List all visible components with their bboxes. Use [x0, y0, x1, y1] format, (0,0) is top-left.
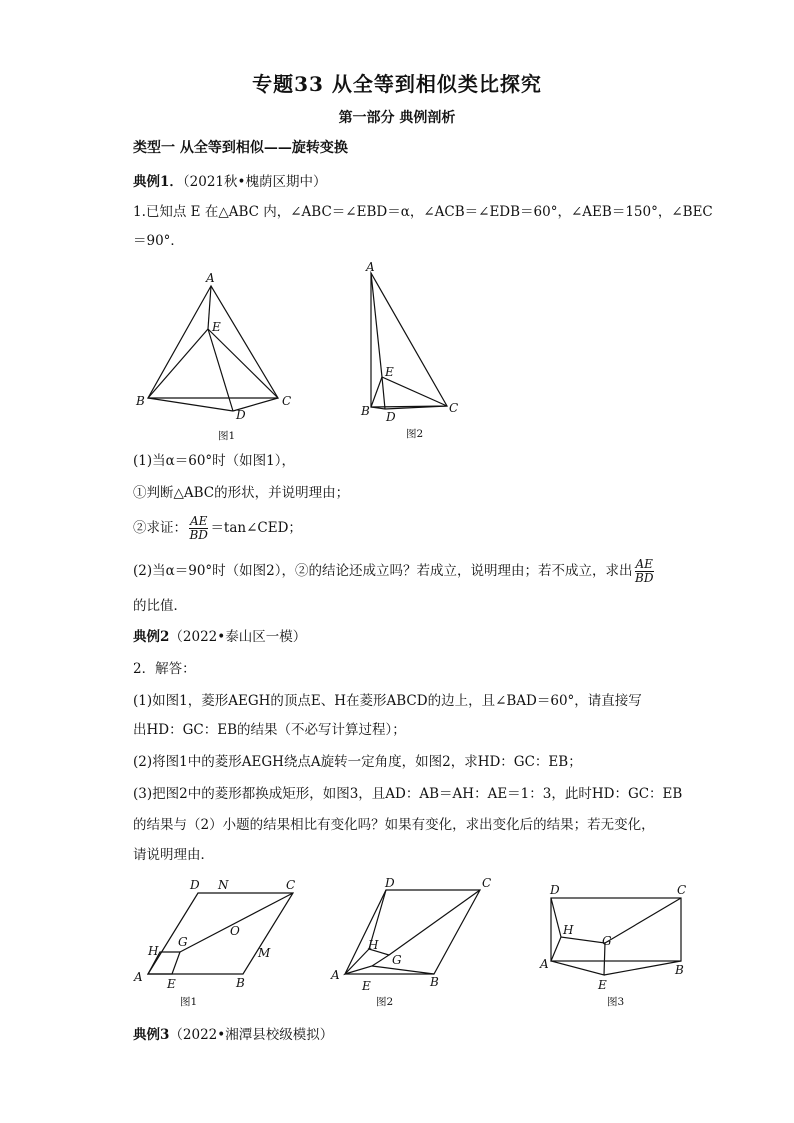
example3-header	[133, 1025, 333, 1045]
example1-stem-line1: 1.已知点 E 在△ABC 内，∠ABC＝∠EBD＝α，∠ACB＝∠EDB＝60°，∠AEB＝150°，∠BEC	[133, 204, 713, 220]
fig2-caption: 图2	[406, 428, 424, 440]
example2-p1-line1: (1)如图1，菱形AEGH的顶点E、H在菱形ABCD的边上，且∠BAD＝60°，请直接写	[133, 693, 642, 709]
ex2-fig2-label-G: G	[392, 953, 402, 967]
fraction-numerator-2: AE	[635, 557, 653, 571]
ex2-fig2-label-H: H	[368, 938, 379, 952]
q1-2-suffix: ＝tan∠CED；	[210, 520, 302, 536]
example1-label: 典例1．	[133, 174, 183, 190]
page-title: 专题33 从全等到相似类比探究	[252, 72, 542, 96]
fig2-label-C: C	[449, 401, 459, 415]
ex2-fig1-label-C: C	[286, 878, 296, 892]
fig1-label-A: A	[206, 271, 215, 285]
example3-label: 典例3	[133, 1027, 170, 1043]
example2-p3-line1: (3)把图2中的菱形都换成矩形，如图3，且AD：AB＝AH：AE＝1：3，此时HD：GC：EB	[133, 786, 683, 802]
example2-header	[133, 627, 306, 647]
type-heading: 类型一 从全等到相似——旋转变换	[133, 140, 348, 156]
example1-source: （2021秋•槐荫区期中）	[182, 174, 327, 190]
ex2-fig1-label-N: N	[218, 878, 229, 892]
ex2-fig2-label-B: B	[430, 975, 439, 989]
example2-intro: 2．解答：	[133, 661, 196, 677]
fig2-label-E: E	[385, 365, 394, 379]
ex2-fig1-label-D: D	[190, 878, 200, 892]
ex2-fig3-label-H: H	[563, 923, 574, 937]
ex2-fig1-label-A: A	[134, 970, 143, 984]
ex2-fig3-label-C: C	[677, 883, 687, 897]
example1-q1: (1)当α＝60°时（如图1），	[133, 453, 296, 469]
example1-header	[133, 172, 326, 192]
fraction-denominator: BD	[189, 528, 208, 542]
example2-p3-line3: 请说明理由．	[133, 847, 214, 863]
fraction-denominator-2: BD	[635, 571, 654, 585]
ex2-fig3-label-B: B	[675, 963, 684, 977]
ex2-fig2-label-A: A	[331, 968, 340, 982]
example2-p3-line2: 的结果与（2）小题的结果相比有变化吗？如果有变化，求出变化后的结果；若无变化，	[133, 817, 655, 833]
ex2-fig3-label-D: D	[550, 883, 560, 897]
fraction-ae-bd	[189, 515, 208, 542]
example2-p2: (2)将图1中的菱形AEGH绕点A旋转一定角度，如图2，求HD：GC：EB；	[133, 754, 582, 770]
ex2-fig1-label-E: E	[167, 977, 176, 991]
fig1-label-B: B	[136, 394, 145, 408]
fig2-label-D: D	[386, 410, 396, 424]
fig2-label-B: B	[361, 404, 370, 418]
example1-q2-line2: 的比值．	[133, 598, 187, 614]
q2-prefix: (2)当α＝90°时（如图2），②的结论还成立吗？若成立，说明理由；若不成立，求出	[133, 563, 633, 579]
ex2-fig1-label-H: H	[148, 944, 159, 958]
fig1-label-C: C	[282, 394, 292, 408]
example1-q1-part1: ①判断△ABC的形状，并说明理由；	[133, 485, 350, 501]
q1-2-prefix: ②求证：	[133, 520, 187, 536]
ex2-fig1-label-B: B	[236, 976, 245, 990]
fig1-label-E: E	[212, 320, 221, 334]
example2-label: 典例2	[133, 629, 170, 645]
ex2-fig1-label-M: M	[258, 946, 271, 960]
fraction-ae-bd-2	[635, 558, 654, 585]
ex2-fig3-label-A: A	[540, 957, 549, 971]
example1-q1-part2	[133, 513, 302, 543]
fig1-label-D: D	[236, 408, 246, 422]
fig1-caption: 图1	[218, 430, 236, 442]
ex2-fig1-caption: 图1	[180, 996, 198, 1008]
ex2-fig1-label-G: G	[178, 935, 188, 949]
ex2-fig2-label-D: D	[385, 876, 395, 890]
ex2-fig3-label-G: G	[602, 934, 612, 948]
ex2-fig2-label-C: C	[482, 876, 492, 890]
example1-q2	[133, 556, 656, 586]
ex2-fig2-caption: 图2	[376, 996, 394, 1008]
section-subtitle: 第一部分 典例剖析	[338, 110, 456, 126]
example2-p1-line2: 出HD：GC：EB的结果（不必写计算过程）；	[133, 722, 406, 738]
ex2-fig2-label-E: E	[362, 979, 371, 993]
example1-stem-line2: ＝90°．	[133, 233, 184, 249]
example3-source: （2022•湘潭县校级模拟）	[169, 1027, 334, 1043]
ex2-fig1-label-O: O	[230, 924, 240, 938]
ex2-fig3-caption: 图3	[607, 996, 625, 1008]
example2-source: （2022•泰山区一模）	[169, 629, 307, 645]
fraction-numerator: AE	[190, 514, 208, 528]
ex2-fig3-label-E: E	[598, 978, 607, 992]
fig2-label-A: A	[366, 260, 375, 274]
